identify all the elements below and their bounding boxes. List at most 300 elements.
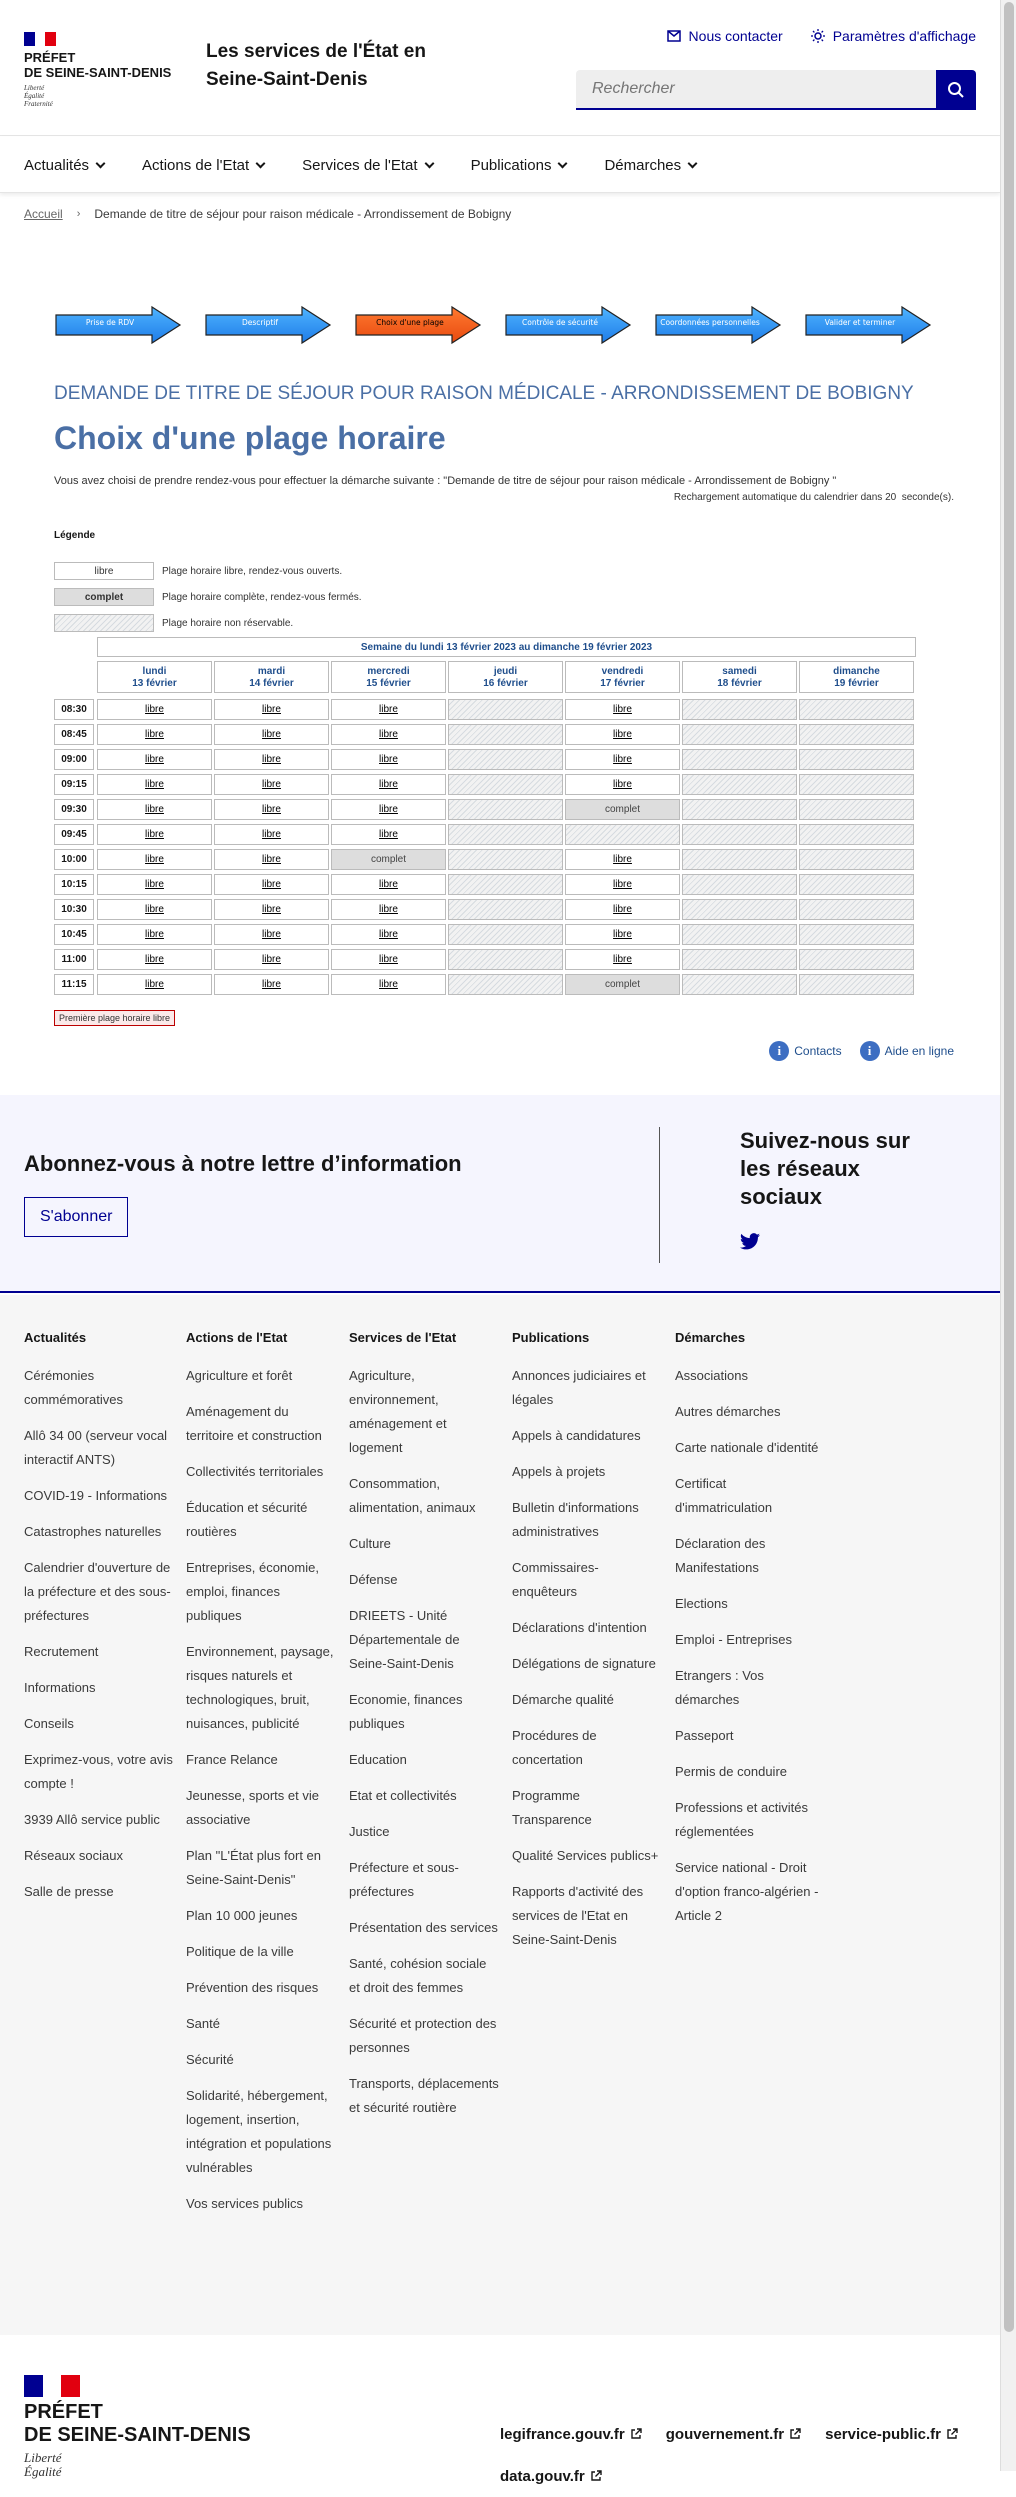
footer-column-title: Démarches — [675, 1330, 746, 1345]
step-label: Choix d'une plage — [376, 318, 444, 327]
day-date: 19 février — [834, 678, 879, 689]
slot-free[interactable]: libre — [97, 924, 212, 945]
legend-full-desc: Plage horaire complète, rendez-vous fermés. — [162, 591, 362, 603]
footer-link[interactable]: Jeunesse, sports et vie associative — [186, 1788, 319, 1827]
legend-free — [54, 562, 342, 580]
reload-prefix: Rechargement automatique du calendrier dans — [673, 492, 883, 503]
chevron-down-icon — [558, 158, 568, 168]
slot-unavailable — [799, 774, 914, 795]
motto-egalite: Égalité — [24, 2464, 62, 2479]
sun-icon — [811, 29, 825, 43]
slot-free[interactable]: libre — [214, 974, 329, 995]
slot-free[interactable]: libre — [565, 699, 680, 720]
legend-na — [54, 614, 293, 632]
footer-link[interactable]: Justice — [349, 1824, 390, 1839]
time-label: 09:00 — [54, 749, 94, 770]
slot-free[interactable]: libre — [97, 724, 212, 745]
slot-unavailable — [799, 724, 914, 745]
slot-free[interactable]: libre — [565, 849, 680, 870]
slot-free[interactable]: libre — [331, 899, 446, 920]
footer-link[interactable]: Défense — [349, 1572, 398, 1587]
slot-free[interactable]: libre — [331, 824, 446, 845]
time-label: 09:30 — [54, 799, 94, 820]
footer-link[interactable]: Réseaux sociaux — [24, 1848, 123, 1863]
day-name: samedi — [722, 666, 757, 677]
day-date: 13 février — [132, 678, 177, 689]
display-settings-label: Paramètres d'affichage — [832, 28, 976, 44]
step-label: Contrôle de sécurité — [522, 318, 598, 327]
main-nav — [0, 137, 1000, 193]
chevron-right-icon: › — [76, 208, 81, 220]
external-link-icon — [630, 2428, 642, 2440]
footer-link[interactable]: Cérémonies commémoratives — [24, 1368, 123, 1407]
slot-unavailable — [448, 774, 563, 795]
slot-unavailable — [799, 824, 914, 845]
slot-unavailable — [448, 874, 563, 895]
external-links — [500, 2413, 980, 2497]
step-label: Descriptif — [241, 318, 278, 327]
slot-unavailable — [448, 849, 563, 870]
time-label: 10:30 — [54, 899, 94, 920]
nav-item-publications[interactable] — [471, 137, 605, 193]
step-6 — [804, 305, 932, 345]
slot-unavailable — [799, 924, 914, 945]
slot-unavailable — [682, 949, 797, 970]
motto-liberte: Liberté — [24, 2450, 62, 2465]
slot-free[interactable]: libre — [214, 924, 329, 945]
day-name: vendredi — [601, 666, 644, 677]
nav-label: Services de l'Etat — [302, 156, 418, 174]
day-header — [682, 661, 797, 693]
slot-unavailable — [799, 699, 914, 720]
slot-free[interactable]: libre — [565, 874, 680, 895]
step-2 — [204, 305, 332, 345]
footer-link[interactable]: 3939 Allô service public — [24, 1812, 160, 1827]
slot-unavailable — [448, 724, 563, 745]
slot-unavailable — [799, 749, 914, 770]
breadcrumb-home[interactable]: Accueil — [24, 207, 63, 221]
slot-free[interactable]: libre — [97, 824, 212, 845]
time-label: 09:15 — [54, 774, 94, 795]
contact-link[interactable] — [667, 28, 783, 44]
header-tools — [667, 28, 976, 44]
footer-link[interactable]: Professions et activités réglementées — [675, 1800, 808, 1839]
step-3 — [354, 305, 482, 345]
slot-free[interactable]: libre — [565, 749, 680, 770]
slot-full: complet — [565, 974, 680, 995]
footer-link[interactable]: Etat et collectivités — [349, 1788, 457, 1803]
footer-link[interactable]: Agriculture, environnement, aménagement et logement — [349, 1368, 447, 1455]
slot-unavailable — [448, 824, 563, 845]
newsletter-title: Abonnez-vous à notre lettre d’information — [24, 1151, 462, 1176]
breadcrumb — [24, 207, 511, 221]
help-links — [769, 1041, 954, 1061]
footer-column-title: Services de l'Etat — [349, 1330, 457, 1345]
footer-link[interactable]: Salle de presse — [24, 1884, 114, 1899]
slot-free[interactable]: libre — [214, 849, 329, 870]
slot-unavailable — [682, 724, 797, 745]
motto-fraternite: Fraternité — [24, 100, 53, 108]
contacts-link[interactable] — [769, 1041, 841, 1061]
day-header — [97, 661, 212, 693]
footer-column-title: Actions de l'Etat — [186, 1330, 288, 1345]
search-bar — [576, 70, 976, 110]
slot-free[interactable]: libre — [214, 749, 329, 770]
footer-link[interactable]: Elections — [675, 1596, 728, 1611]
footer-link[interactable]: Agriculture et forêt — [186, 1368, 293, 1383]
day-header — [565, 661, 680, 693]
mail-icon — [667, 30, 681, 42]
footer-link[interactable]: Santé, cohésion sociale et droit des femmes — [349, 1956, 487, 1995]
day-header — [448, 661, 563, 693]
footer-link[interactable]: Qualité Services publics+ — [512, 1848, 659, 1863]
slot-unavailable — [565, 824, 680, 845]
footer-link[interactable]: Culture — [349, 1536, 391, 1551]
twitter-icon[interactable] — [740, 1233, 760, 1255]
slot-free[interactable]: libre — [97, 799, 212, 820]
slot-free[interactable]: libre — [331, 774, 446, 795]
slot-unavailable — [799, 899, 914, 920]
reload-notice — [674, 492, 954, 503]
slot-free[interactable]: libre — [97, 849, 212, 870]
footer-link[interactable]: Catastrophes naturelles — [24, 1524, 162, 1539]
online-help-label: Aide en ligne — [884, 1044, 954, 1058]
reload-suffix: seconde(s). — [901, 492, 954, 503]
day-date: 16 février — [483, 678, 528, 689]
slot-free[interactable]: libre — [97, 774, 212, 795]
nav-label: Démarches — [604, 156, 682, 174]
motto-egalite: Égalité — [24, 92, 45, 100]
footer-link[interactable]: Annonces judiciaires et légales — [512, 1368, 646, 1407]
slot-free[interactable]: libre — [214, 724, 329, 745]
slot-unavailable — [799, 874, 914, 895]
slot-unavailable — [448, 899, 563, 920]
footer-link[interactable]: Vos services publics — [186, 2196, 304, 2211]
slot-unavailable — [448, 699, 563, 720]
slot-unavailable — [682, 824, 797, 845]
time-label: 08:30 — [54, 699, 94, 720]
first-free-slot-button[interactable]: Première plage horaire libre — [54, 1010, 175, 1026]
slot-unavailable — [682, 924, 797, 945]
page-scrollbar[interactable] — [1000, 0, 1016, 2471]
external-link-label: legifrance.gouv.fr — [500, 2425, 625, 2443]
time-label: 09:45 — [54, 824, 94, 845]
search-button[interactable] — [936, 70, 976, 110]
day-header — [799, 661, 914, 693]
nav-item-actualites[interactable] — [24, 137, 142, 193]
time-label: 10:45 — [54, 924, 94, 945]
slot-free[interactable]: libre — [565, 899, 680, 920]
slot-unavailable — [682, 874, 797, 895]
slot-free[interactable]: libre — [97, 949, 212, 970]
footer-link[interactable]: Éducation et sécurité routières — [186, 1500, 308, 1539]
footer-link[interactable]: Collectivités territoriales — [186, 1464, 324, 1479]
legend-title: Légende — [54, 530, 96, 541]
search-input[interactable] — [576, 70, 936, 110]
footer-link[interactable]: Procédures de concertation — [512, 1728, 597, 1767]
footer-logo-motto — [24, 2451, 251, 2479]
breadcrumb-current: Demande de titre de séjour pour raison médicale - Arrondissement de Bobigny — [94, 207, 512, 221]
footer-link[interactable]: Présentation des services — [349, 1920, 498, 1935]
footer-link[interactable]: Santé — [186, 2016, 220, 2031]
slot-unavailable — [682, 849, 797, 870]
external-link[interactable] — [666, 2413, 801, 2455]
step-5 — [654, 305, 782, 345]
external-link-label: gouvernement.fr — [665, 2425, 785, 2443]
nav-item-services[interactable] — [302, 137, 470, 193]
footer-link[interactable]: Appels à candidatures — [512, 1428, 641, 1443]
external-link[interactable] — [500, 2413, 642, 2455]
footer-column — [512, 1330, 662, 1964]
slot-free[interactable]: libre — [331, 749, 446, 770]
page-title: Choix d'une plage horaire — [54, 420, 446, 456]
slot-unavailable — [448, 974, 563, 995]
info-icon: i — [769, 1041, 789, 1061]
progress-steps — [54, 305, 934, 345]
time-label: 10:00 — [54, 849, 94, 870]
chevron-down-icon — [96, 158, 106, 168]
footer-link[interactable]: Déclarations d'intention — [512, 1620, 647, 1635]
logo-line2: DE SEINE-SAINT-DENIS — [24, 65, 172, 80]
slot-free[interactable]: libre — [97, 874, 212, 895]
slot-free[interactable]: libre — [214, 799, 329, 820]
social-title: Suivez-nous sur les réseaux sociaux — [740, 1128, 910, 1209]
slot-free[interactable]: libre — [331, 924, 446, 945]
reload-seconds: 20 — [885, 492, 897, 503]
footer-link[interactable]: Politique de la ville — [186, 1944, 294, 1959]
marianne-flag-icon — [24, 32, 56, 46]
slot-free[interactable]: libre — [214, 874, 329, 895]
slot-unavailable — [799, 799, 914, 820]
day-name: mardi — [257, 666, 286, 677]
external-link-label: data.gouv.fr — [500, 2467, 585, 2485]
external-link[interactable] — [500, 2455, 602, 2497]
step-label: Coordonnées personnelles — [660, 318, 760, 327]
footer-link[interactable]: Passeport — [675, 1728, 734, 1743]
day-date: 15 février — [366, 678, 411, 689]
day-date: 17 février — [600, 678, 645, 689]
slot-unavailable — [682, 774, 797, 795]
footer-link[interactable]: Recrutement — [24, 1644, 99, 1659]
day-header — [331, 661, 446, 693]
footer-link[interactable]: Calendrier d'ouverture de la préfecture et des sous-préfectures — [24, 1560, 171, 1623]
day-date: 14 février — [249, 678, 294, 689]
footer-link[interactable]: Programme Transparence — [512, 1788, 592, 1827]
footer-link[interactable]: Démarche qualité — [512, 1692, 614, 1707]
day-name: jeudi — [493, 666, 518, 677]
slot-free[interactable]: libre — [214, 824, 329, 845]
legend-full — [54, 588, 362, 606]
footer-link[interactable]: Associations — [675, 1368, 748, 1383]
footer-link[interactable]: Entreprises, économie, emploi, finances publiques — [186, 1560, 319, 1623]
footer-link[interactable]: Sécurité et protection des personnes — [349, 2016, 497, 2055]
slot-free[interactable]: libre — [565, 774, 680, 795]
time-label: 11:15 — [54, 974, 94, 995]
footer-link[interactable]: Appels à projets — [512, 1464, 606, 1479]
footer-link[interactable]: Solidarité, hébergement, logement, insertion, intégration et populations vulnérables — [186, 2088, 332, 2175]
footer-link[interactable]: Informations — [24, 1680, 96, 1695]
day-name: dimanche — [833, 666, 880, 677]
external-link-icon — [789, 2428, 801, 2440]
info-icon: i — [860, 1041, 880, 1061]
external-link-icon — [590, 2470, 602, 2482]
step-4 — [504, 305, 632, 345]
day-date: 18 février — [717, 678, 762, 689]
slot-unavailable — [448, 949, 563, 970]
slot-free[interactable]: libre — [97, 699, 212, 720]
slot-unavailable — [799, 949, 914, 970]
footer-link[interactable]: COVID-19 - Informations — [24, 1488, 168, 1503]
legend-free-swatch: libre — [54, 562, 154, 580]
footer-link[interactable]: Bulletin d'informations administratives — [512, 1500, 639, 1539]
time-label: 11:00 — [54, 949, 94, 970]
footer-link[interactable]: DRIEETS - Unité Départementale de Seine-Saint-Denis — [349, 1608, 460, 1671]
site-header — [0, 0, 1000, 136]
online-help-link[interactable] — [860, 1041, 954, 1061]
prefet-logo[interactable] — [24, 32, 171, 108]
slot-free[interactable]: libre — [331, 799, 446, 820]
subscribe-button[interactable]: S'abonner — [24, 1197, 128, 1237]
nav-item-actions[interactable] — [142, 137, 302, 193]
slot-free[interactable]: libre — [214, 949, 329, 970]
slot-free[interactable]: libre — [214, 774, 329, 795]
slot-full: complet — [565, 799, 680, 820]
slot-free[interactable]: libre — [565, 924, 680, 945]
legend-free-desc: Plage horaire libre, rendez-vous ouverts. — [162, 565, 343, 577]
slot-free[interactable]: libre — [331, 949, 446, 970]
slot-full: complet — [331, 849, 446, 870]
motto-liberte: Liberté — [24, 84, 45, 92]
display-settings-button[interactable] — [811, 28, 976, 44]
nav-label: Actions de l'Etat — [142, 156, 250, 174]
legend-na-swatch — [54, 614, 154, 632]
newsletter-section — [0, 1095, 1000, 1293]
site-title[interactable]: Les services de l'État en Seine-Saint-Denis — [206, 41, 426, 90]
slot-unavailable — [799, 849, 914, 870]
footer-link[interactable]: France Relance — [186, 1752, 278, 1767]
legend-na-desc: Plage horaire non réservable. — [162, 617, 294, 629]
footer-column-title: Actualités — [24, 1330, 87, 1345]
slot-unavailable — [448, 749, 563, 770]
footer-link[interactable]: Préfecture et sous-préfectures — [349, 1860, 459, 1899]
footer-column — [24, 1330, 174, 1916]
slot-free[interactable]: libre — [97, 749, 212, 770]
slot-unavailable — [682, 899, 797, 920]
day-name: lundi — [142, 666, 167, 677]
external-link-icon — [946, 2428, 958, 2440]
time-label: 08:45 — [54, 724, 94, 745]
footer-logo-line2: DE SEINE-SAINT-DENIS — [24, 2424, 251, 2446]
search-icon — [947, 81, 965, 99]
intro-text: Vous avez choisi de prendre rendez-vous pour effectuer la démarche suivante : "Demande de titre de séjour pour raison médicale - Arrondissement de Bobigny " — [54, 475, 837, 487]
footer-link[interactable]: Exprimez-vous, votre avis compte ! — [24, 1752, 173, 1791]
footer-link[interactable]: Plan 10 000 jeunes — [186, 1908, 298, 1923]
nav-label: Publications — [470, 156, 552, 174]
slot-free[interactable]: libre — [565, 949, 680, 970]
footer-column-title: Publications — [512, 1330, 590, 1345]
footer-column — [349, 1330, 499, 2132]
footer-link[interactable]: Déclaration des Manifestations — [675, 1536, 766, 1575]
footer-link[interactable]: Consommation, alimentation, animaux — [349, 1476, 476, 1515]
marianne-flag-icon — [24, 2375, 80, 2397]
footer-link[interactable]: Etrangers : Vos démarches — [675, 1668, 764, 1707]
slot-free[interactable]: libre — [214, 699, 329, 720]
slot-free[interactable]: libre — [214, 899, 329, 920]
footer-link[interactable]: Aménagement du territoire et construction — [186, 1404, 322, 1443]
slot-free[interactable]: libre — [97, 899, 212, 920]
footer-link[interactable]: Permis de conduire — [675, 1764, 787, 1779]
footer-bottom — [0, 2335, 1000, 2485]
footer-link[interactable]: Délégations de signature — [512, 1656, 656, 1671]
calendar-week-label: Semaine du lundi 13 février 2023 au dimanche 19 février 2023 — [97, 637, 916, 657]
contacts-label: Contacts — [794, 1044, 842, 1058]
newsletter-divider — [659, 1127, 660, 1263]
footer-link[interactable]: Service national - Droit d'option franco-algérien - Article 2 — [675, 1860, 819, 1923]
footer-link[interactable]: Plan "L'État plus fort en Seine-Saint-Denis" — [186, 1848, 322, 1887]
chevron-down-icon — [256, 158, 266, 168]
nav-label: Actualités — [24, 156, 90, 174]
scrollbar-thumb[interactable] — [1004, 2, 1014, 2332]
footer-link[interactable]: Economie, finances publiques — [349, 1692, 463, 1731]
footer-link[interactable]: Autres démarches — [675, 1404, 781, 1419]
footer-column — [186, 1330, 336, 2228]
footer-link[interactable]: Emploi - Entreprises — [675, 1632, 793, 1647]
slot-free[interactable]: libre — [331, 974, 446, 995]
logo-line1: PRÉFET — [24, 50, 76, 65]
footer-logo[interactable] — [24, 2375, 251, 2479]
slot-free[interactable]: libre — [565, 724, 680, 745]
slot-unavailable — [448, 799, 563, 820]
step-label: Prise de RDV — [85, 318, 135, 327]
footer-link[interactable]: Carte nationale d'identité — [675, 1440, 819, 1455]
slot-unavailable — [682, 749, 797, 770]
day-header — [214, 661, 329, 693]
step-1 — [54, 305, 182, 345]
footer-link[interactable]: Rapports d'activité des services de l'Etat en Seine-Saint-Denis — [512, 1884, 644, 1947]
nav-item-demarches[interactable] — [604, 137, 734, 193]
footer-link[interactable]: Education — [349, 1752, 407, 1767]
slot-unavailable — [682, 974, 797, 995]
slot-unavailable — [448, 924, 563, 945]
demarche-title: DEMANDE DE TITRE DE SÉJOUR POUR RAISON MÉDICALE - ARRONDISSEMENT DE BOBIGNY — [54, 383, 914, 404]
footer-link[interactable]: Allô 34 00 (serveur vocal interactif ANTS) — [24, 1428, 168, 1467]
footer-column — [675, 1330, 825, 1940]
chevron-down-icon — [424, 158, 434, 168]
contact-label: Nous contacter — [688, 28, 783, 44]
footer-link[interactable]: Commissaires-enquêteurs — [512, 1560, 599, 1599]
slot-unavailable — [682, 799, 797, 820]
slot-free[interactable]: libre — [97, 974, 212, 995]
footer-link[interactable]: Sécurité — [186, 2052, 234, 2067]
day-name: mercredi — [367, 666, 410, 677]
time-label: 10:15 — [54, 874, 94, 895]
external-link[interactable] — [825, 2413, 958, 2455]
slot-free[interactable]: libre — [331, 874, 446, 895]
footer-links — [0, 1295, 1000, 2335]
logo-motto — [24, 84, 171, 108]
legend-full-swatch: complet — [54, 588, 154, 606]
footer-link[interactable]: Environnement, paysage, risques naturels et technologiques, bruit, nuisances, publicité — [186, 1644, 334, 1731]
footer-link[interactable]: Transports, déplacements et sécurité routière — [349, 2076, 499, 2115]
footer-link[interactable]: Certificat d'immatriculation — [675, 1476, 773, 1515]
slot-free[interactable]: libre — [331, 699, 446, 720]
slot-free[interactable]: libre — [331, 724, 446, 745]
chevron-down-icon — [688, 158, 698, 168]
footer-link[interactable]: Prévention des risques — [186, 1980, 319, 1995]
slot-unavailable — [682, 699, 797, 720]
slot-unavailable — [799, 974, 914, 995]
footer-link[interactable]: Conseils — [24, 1716, 74, 1731]
